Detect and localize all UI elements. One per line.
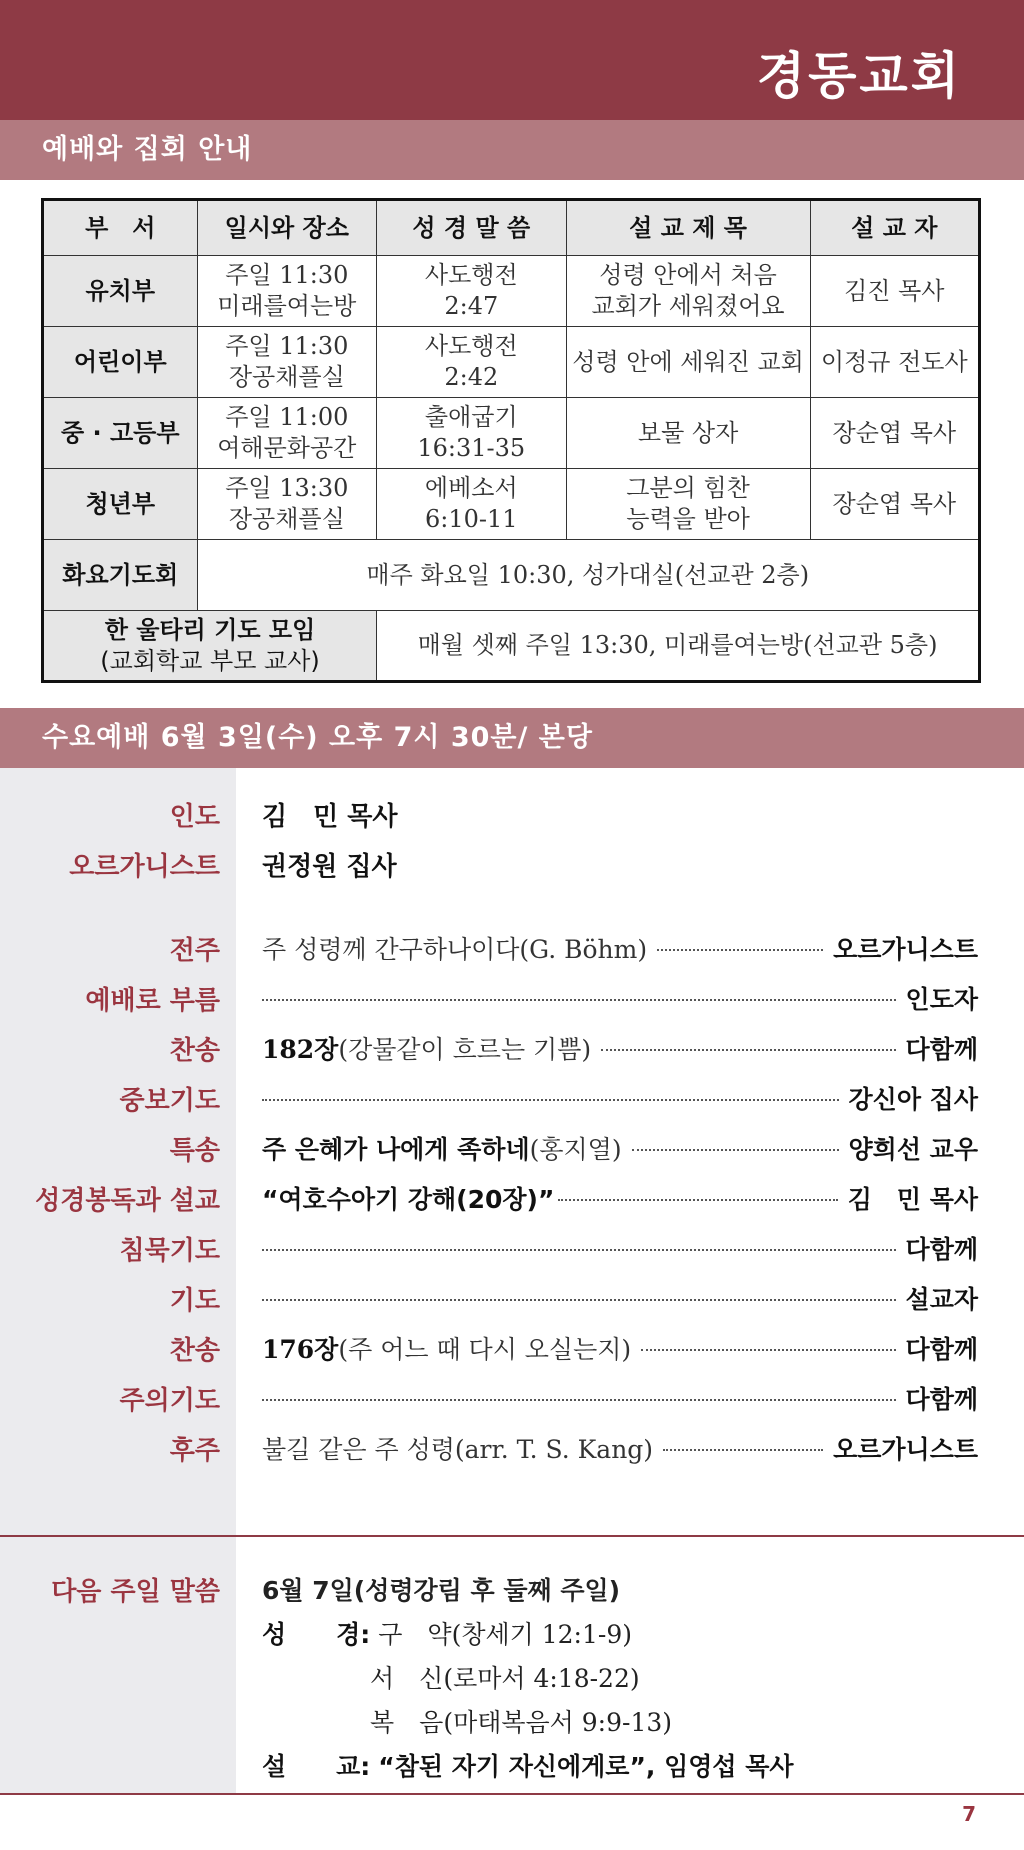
dept-cell: 유치부	[43, 256, 198, 327]
next-week-date: 6월 7일(성령강림 후 둘째 주일)	[262, 1576, 621, 1605]
order-label: 성경봉독과 설교	[35, 1186, 220, 1216]
table-row	[43, 611, 980, 682]
dept-cell: 어린이부	[43, 327, 198, 398]
fence-info-cell: 매월 셋째 주일 13:30, 미래를여는방(선교관 5층)	[377, 611, 980, 682]
order-label: 전주	[169, 936, 220, 966]
column-header: 설 교 제 목	[566, 200, 810, 256]
sermon-line: 설 교: “참된 자기 자신에게로”, 임영섭 목사	[262, 1752, 794, 1781]
next-week-section	[0, 1537, 1024, 1793]
order-item: “여호수아기 강해(20장)” 김 민 목사	[262, 1185, 978, 1214]
column-header: 일시와 장소	[197, 200, 377, 256]
order-label: 찬송	[169, 1036, 220, 1066]
scripture-cell: 사도행전 2:42	[377, 327, 567, 398]
order-item: 182장(강물같이 흐르는 기쁨) 다함께	[262, 1035, 978, 1064]
order-item: 주 성령께 간구하나이다(G. Böhm) 오르가니스트	[262, 935, 978, 964]
church-name: 경동교회	[756, 47, 962, 105]
table-row	[43, 469, 980, 540]
order-label: 예배로 부름	[85, 986, 220, 1016]
scripture-cell: 출애굽기 16:31-35	[377, 398, 567, 469]
time-cell: 주일 11:30 미래를여는방	[197, 256, 377, 327]
order-label: 후주	[169, 1436, 220, 1466]
dept-cell: 화요기도회	[43, 540, 198, 611]
preacher-cell: 이정규 전도사	[810, 327, 979, 398]
order-item: 인도자	[262, 980, 978, 1016]
order-item: 다함께	[262, 1230, 978, 1266]
order-label: 기도	[169, 1286, 220, 1316]
scripture-line: 성 경: 구 약(창세기 12:1-9)	[262, 1620, 632, 1649]
order-item: 불길 같은 주 성령(arr. T. S. Kang) 오르가니스트	[262, 1435, 978, 1464]
order-item: 설교자	[262, 1280, 978, 1316]
table-row	[43, 256, 980, 327]
header-bar	[0, 0, 1024, 120]
scripture-line: 복 음(마태복음서 9:9-13)	[370, 1708, 673, 1737]
section-title-schedule: 예배와 집회 안내	[0, 120, 1024, 180]
organist-label: 오르가니스트	[69, 852, 220, 882]
order-item: 강신아 집사	[262, 1080, 978, 1116]
leader-label: 인도	[169, 802, 220, 832]
order-label: 특송	[169, 1136, 220, 1166]
table-row	[43, 398, 980, 469]
column-header: 설 교 자	[810, 200, 979, 256]
scripture-cell: 사도행전 2:47	[377, 256, 567, 327]
time-cell: 주일 13:30 장공채플실	[197, 469, 377, 540]
wednesday-service	[0, 768, 1024, 1536]
organist-name: 권정원 집사	[262, 852, 397, 882]
order-label: 침묵기도	[119, 1236, 220, 1266]
leader-name: 김 민 목사	[262, 802, 398, 832]
preacher-cell: 장순엽 목사	[810, 398, 979, 469]
sermon-cell: 그분의 힘찬 능력을 받아	[566, 469, 810, 540]
sermon-cell: 성령 안에 세워진 교회	[566, 327, 810, 398]
order-label: 주의기도	[119, 1386, 220, 1416]
scripture-line: 서 신(로마서 4:18-22)	[370, 1664, 640, 1693]
dept-cell: 청년부	[43, 469, 198, 540]
scripture-cell: 에베소서 6:10-11	[377, 469, 567, 540]
order-item: 주 은혜가 나에게 족하네(홍지열) 양희선 교우	[262, 1135, 978, 1164]
dept-cell: 중 · 고등부	[43, 398, 198, 469]
next-week-label: 다음 주일 말씀	[51, 1577, 220, 1607]
order-label: 찬송	[169, 1336, 220, 1366]
column-header: 부 서	[43, 200, 198, 256]
section-title-wednesday: 수요예배 6월 3일(수) 오후 7시 30분/ 본당	[0, 708, 1024, 768]
time-cell: 주일 11:00 여해문화공간	[197, 398, 377, 469]
schedule-table	[41, 198, 981, 683]
preacher-cell: 김진 목사	[810, 256, 979, 327]
divider	[0, 1793, 1024, 1795]
order-item: 다함께	[262, 1380, 978, 1416]
table-row	[43, 540, 980, 611]
sermon-cell: 보물 상자	[566, 398, 810, 469]
page-number: 7	[962, 1802, 976, 1826]
table-header-row	[43, 200, 980, 256]
order-label: 중보기도	[119, 1086, 220, 1116]
sermon-cell: 성령 안에서 처음 교회가 세워졌어요	[566, 256, 810, 327]
time-cell: 주일 11:30 장공채플실	[197, 327, 377, 398]
column-header: 성 경 말 씀	[377, 200, 567, 256]
dept-cell: 한 울타리 기도 모임 (교회학교 부모 교사)	[43, 611, 377, 682]
order-item: 176장(주 어느 때 다시 오실는지) 다함께	[262, 1335, 978, 1364]
preacher-cell: 장순엽 목사	[810, 469, 979, 540]
table-row	[43, 327, 980, 398]
tuesday-info-cell: 매주 화요일 10:30, 성가대실(선교관 2층)	[197, 540, 979, 611]
